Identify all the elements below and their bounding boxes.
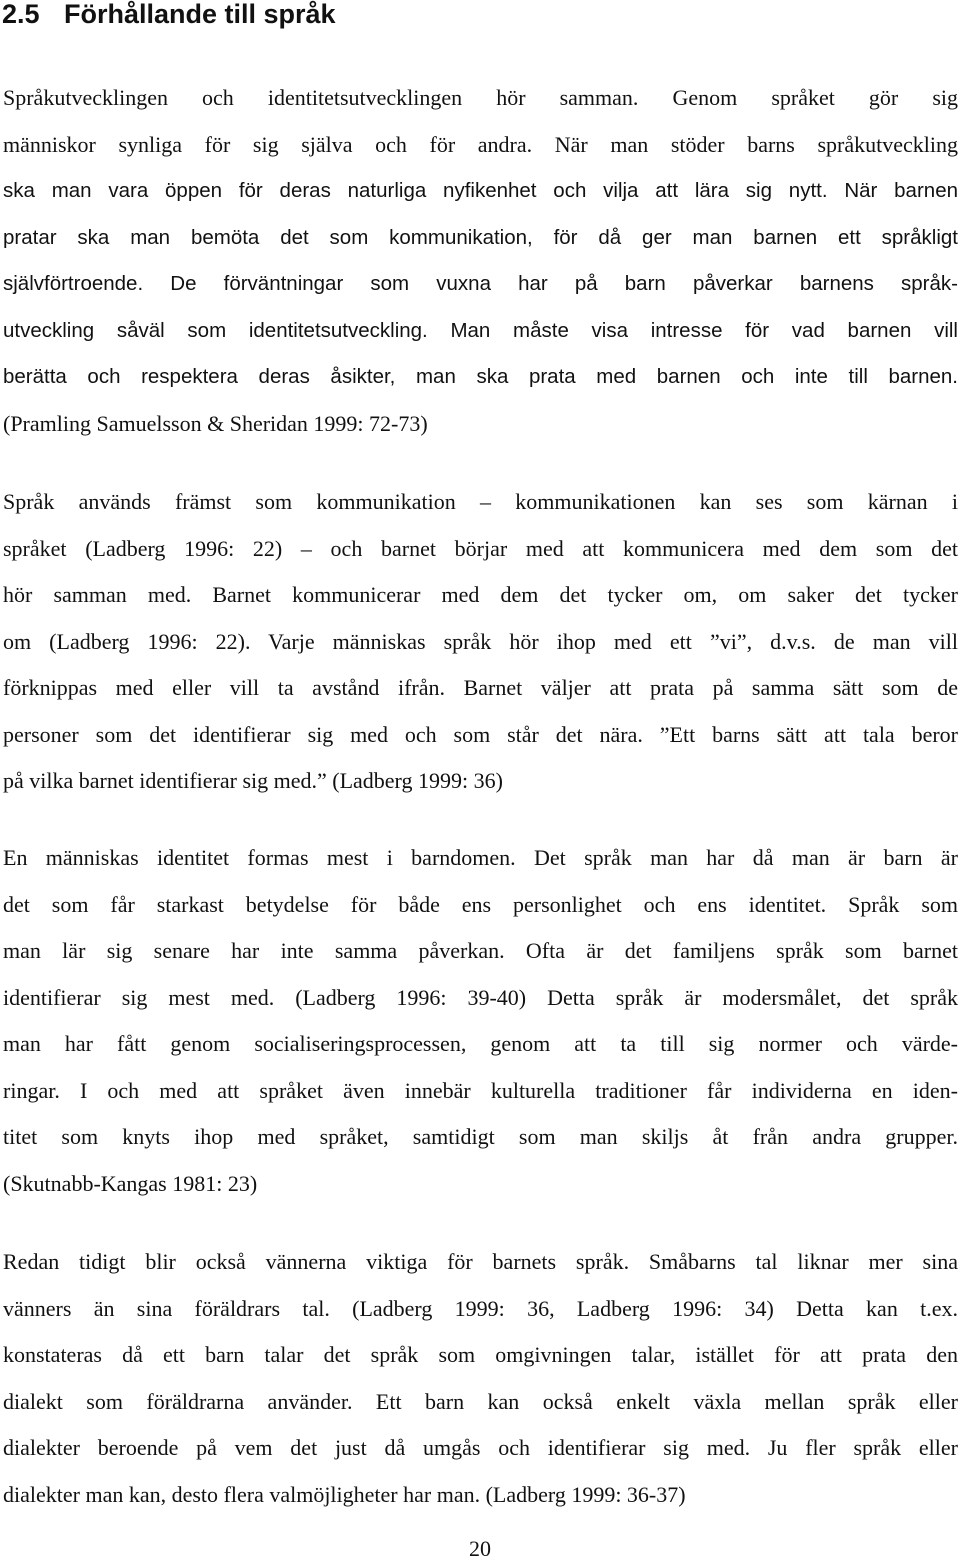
paragraph-line: (Skutnabb-Kangas 1981: 23) (3, 1170, 258, 1196)
paragraph-line: dialekter beroende på vem det just då umgås och identifierar sig med. Ju fler språk eller (3, 1435, 958, 1460)
paragraph-line: dialekter man kan, desto flera valmöjligheter har man. (Ladberg 1999: 36-37) (3, 1481, 686, 1507)
paragraph-line: på vilka barnet identifierar sig med.” (Ladberg 1999: 36) (3, 768, 503, 793)
paragraph-line: man lär sig senare har inte samma påverkan. Ofta är det familjens språk som barnet (3, 938, 958, 963)
paragraph-line: det som får starkast betydelse för både ens personlighet och ens identitet. Språk som (3, 891, 958, 917)
paragraph-3 (3, 835, 958, 1207)
section-number: 2.5 (2, 0, 40, 29)
paragraph-line: berätta och respektera deras åsikter, man ska prata med barnen och inte till barnen. (3, 365, 958, 388)
paragraph-line: språket (Ladberg 1996: 22) – och barnet börjar med att kommunicera med dem som det (3, 535, 958, 561)
page-number: 20 (469, 1536, 491, 1561)
paragraph-line: pratar ska man bemöta det som kommunikation, för då ger man barnen ett språkligt (3, 225, 958, 249)
paragraph-1 (3, 75, 958, 447)
paragraph-line: Språkutvecklingen och identitetsutvecklingen hör samman. Genom språket gör sig (3, 85, 958, 110)
paragraph-4 (3, 1239, 958, 1518)
paragraph-line: utveckling såväl som identitetsutveckling. Man måste visa intresse för vad barnen vill (3, 318, 958, 342)
paragraph-line: ringar. I och med att språket även innebär kulturella traditioner får individerna en iden- (3, 1077, 958, 1103)
paragraph-line: identifierar sig mest med. (Ladberg 1996: 39-40) Detta språk är modersmålet, det språk (3, 984, 958, 1010)
section-title: Förhållande till språk (64, 0, 336, 29)
paragraph-line: konstateras då ett barn talar det språk som omgivningen talar, istället för att prata den (3, 1342, 958, 1367)
paragraph-line: ska man vara öppen för deras naturliga nyfikenhet och vilja att lära sig nytt. När barnen (3, 179, 958, 202)
paragraph-line: (Pramling Samuelsson & Sheridan 1999: 72-73) (3, 410, 428, 436)
paragraph-line: om (Ladberg 1996: 22). Varje människas språk hör ihop med ett ”vi”, d.v.s. de man vill (3, 628, 958, 654)
paragraph-2 (3, 479, 958, 805)
paragraph-line: En människas identitet formas mest i barndomen. Det språk man har då man är barn är (3, 845, 958, 870)
paragraph-line: förknippas med eller vill ta avstånd ifrån. Barnet väljer att prata på samma sätt som de (3, 675, 958, 700)
paragraph-line: personer som det identifierar sig med och som står det nära. ”Ett barns sätt att tala beror (3, 721, 958, 747)
paragraph-line: titet som knyts ihop med språket, samtidigt som man skiljs åt från andra grupper. (3, 1124, 958, 1149)
paragraph-line: Språk används främst som kommunikation – kommunikationen kan ses som kärnan i (3, 489, 958, 514)
section-heading (2, 0, 336, 34)
paragraph-line: självförtroende. De förväntningar som vuxna har på barn påverkar barnens språk- (3, 272, 958, 295)
paragraph-line: Redan tidigt blir också vännerna viktiga för barnets språk. Småbarns tal liknar mer sina (3, 1249, 958, 1274)
paragraph-line: människor synliga för sig själva och för andra. När man stöder barns språkutveckling (3, 131, 958, 157)
paragraph-line: hör samman med. Barnet kommunicerar med dem det tycker om, om saker det tycker (3, 582, 958, 607)
paragraph-line: dialekt som föräldrarna använder. Ett barn kan också enkelt växla mellan språk eller (3, 1388, 958, 1414)
paragraph-line: man har fått genom socialiseringsprocessen, genom att ta till sig normer och värde- (3, 1031, 958, 1056)
paragraph-line: vänners än sina föräldrars tal. (Ladberg 1999: 36, Ladberg 1996: 34) Detta kan t.ex. (3, 1295, 958, 1321)
